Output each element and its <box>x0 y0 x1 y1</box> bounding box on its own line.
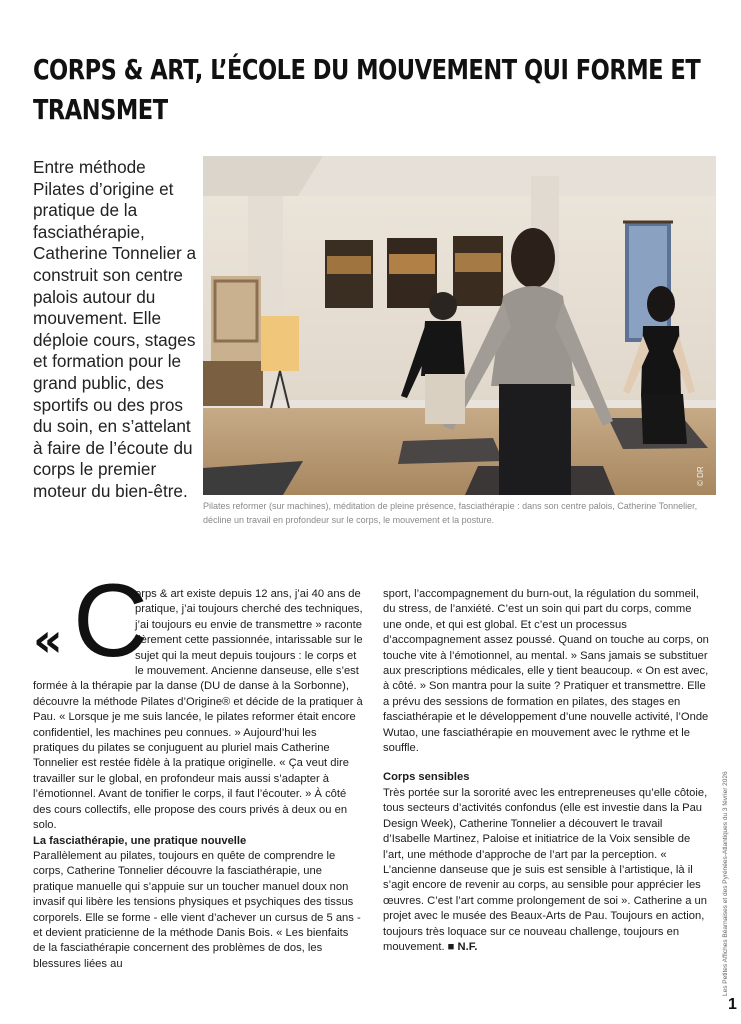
author-signature: ■ N.F. <box>447 940 478 953</box>
opening-guillemet: « <box>33 613 63 667</box>
col2-paragraph-1: sport, l’accompagnement du burn-out, la régulation du sommeil, du stress, de l’anxiété. C’est un soin qui part du corps, comme une onde, et qui est global. Et c’est un processus d’accompagnement assez poussé. Quand on touche au corps, on touche vite à l’émotionnel, au mental. » Sans jamais se substituer aux prescriptions médicales, elle y tient beaucoup. « On est avec, à côté. » Son mantra pour la suite ? Pratiquer et transmettre. Elle a prévu des sessions de formation en pilates, des stages en fasciathérapie et le développement d’une nouvelle activité, l’Onde Wutao, une fasciathérapie en mouvement avec le rythme et le souffle. <box>383 588 709 755</box>
studio-photo-illustration <box>203 156 716 495</box>
col2-paragraph-2 <box>383 786 711 955</box>
article-column-2 <box>383 587 711 955</box>
col1-paragraph-2: Parallèlement au pilates, toujours en quête de comprendre le corps, Catherine Tonnelier découvre la fasciathérapie, une pratique manuelle qui s’appuie sur un toucher manuel doux non invasif qui libère les tensions physiques et psychiques des tissus corporels. Elle se forme - elle vient d’achever un cursus de 5 ans - et devient praticienne de la méthode Danis Bois. « Les bienfaits de la fasciathérapie concernent des problèmes de dos, les blessures liées au <box>33 849 361 970</box>
article-column-1 <box>33 563 363 972</box>
article-opening <box>33 563 363 834</box>
photo-caption: Pilates reformer (sur machines), méditation de pleine présence, fasciathérapie : dans son centre palois, Catherine Tonnelier, décline un travail en profondeur sur le corps, le mouvement et la posture. <box>203 501 698 525</box>
subhead-fasciatherapie: La fasciathérapie, une pratique nouvelle <box>33 834 247 847</box>
dropcap-letter: C <box>73 563 149 679</box>
page-number: 1 <box>728 996 737 1013</box>
dropcap <box>33 563 149 679</box>
photo-credit: © DR <box>696 466 705 486</box>
article-lead: Entre méthode Pilates d’origine et pratique de la fasciathérapie, Catherine Tonnelier a construit son centre palois autour du mouvement. Elle déploie cours, stages et formation pour le grand public, des sportifs ou des pros du soin, en s’attelant à faire de l’écoute du corps le premier moteur du bien-être. <box>33 157 197 501</box>
subhead-corps-sensibles: Corps sensibles <box>383 771 470 784</box>
article-headline: CORPS & ART, L’ÉCOLE DU MOUVEMENT QUI FORME ET TRANSMET <box>33 54 701 126</box>
studio-photo <box>203 156 716 495</box>
publication-credit: Les Petites Affiches Béarnaises et des Pyrénées-Atlantiques du 3 février 2026 <box>722 771 729 996</box>
col2-paragraph-2-text: Très portée sur la sororité avec les entrepreneuses qu’elle côtoie, tous secteurs d’activités confondus (elle est investie dans la Pau Design Week), Catherine Tonnelier a découvert le travail d’Isabelle Martinez, Paloise et initiatrice de la Voix sensible de l’art, une méthode d’approche de l’art par la perception. « L’ancienne danseuse que je suis est sensible à l’artistique, là il s’agit encore de revenir au corps, au sensible pour apprécier les œuvres. C’est l’art comme prolongement de soi ». Catherine a un projet avec le musée des Beaux-Arts de Pau. Toujours en action, toujours très loquace sur ce nouveau challenge, toujours en mouvement. <box>383 786 708 953</box>
col1-paragraph-1: orps & art existe depuis 12 ans, j’ai 40 ans de pratique, j’ai toujours cherché des techniques, j’ai toujours eu envie de transmettre » raconte fièrement cette passionnée, intarissable sur le sujet qui la meut depuis toujours : le corps et le mouvement. Ancienne danseuse, elle s’est formée à la thérapie par la danse (DU de danse à la Sorbonne), découvre la méthode Pilates d’Origine® et décide de la pratiquer à Pau. « Lorsque je me suis lancée, le pilates reformer était encore confidentiel, les machines peu connues. » Aujourd’hui les pratiques du pilates se conjuguent au pluriel mais Catherine Tonnelier est restée fidèle à la pratique originelle. « Ça veut dire travailler sur le global, en profondeur mais aussi s’adapter à l’émotionnel. Avant de tonifier le corps, il faut l’écouter. » À côté des cours collectifs, elle propose des cours privés à deux ou en solo. <box>33 588 363 832</box>
